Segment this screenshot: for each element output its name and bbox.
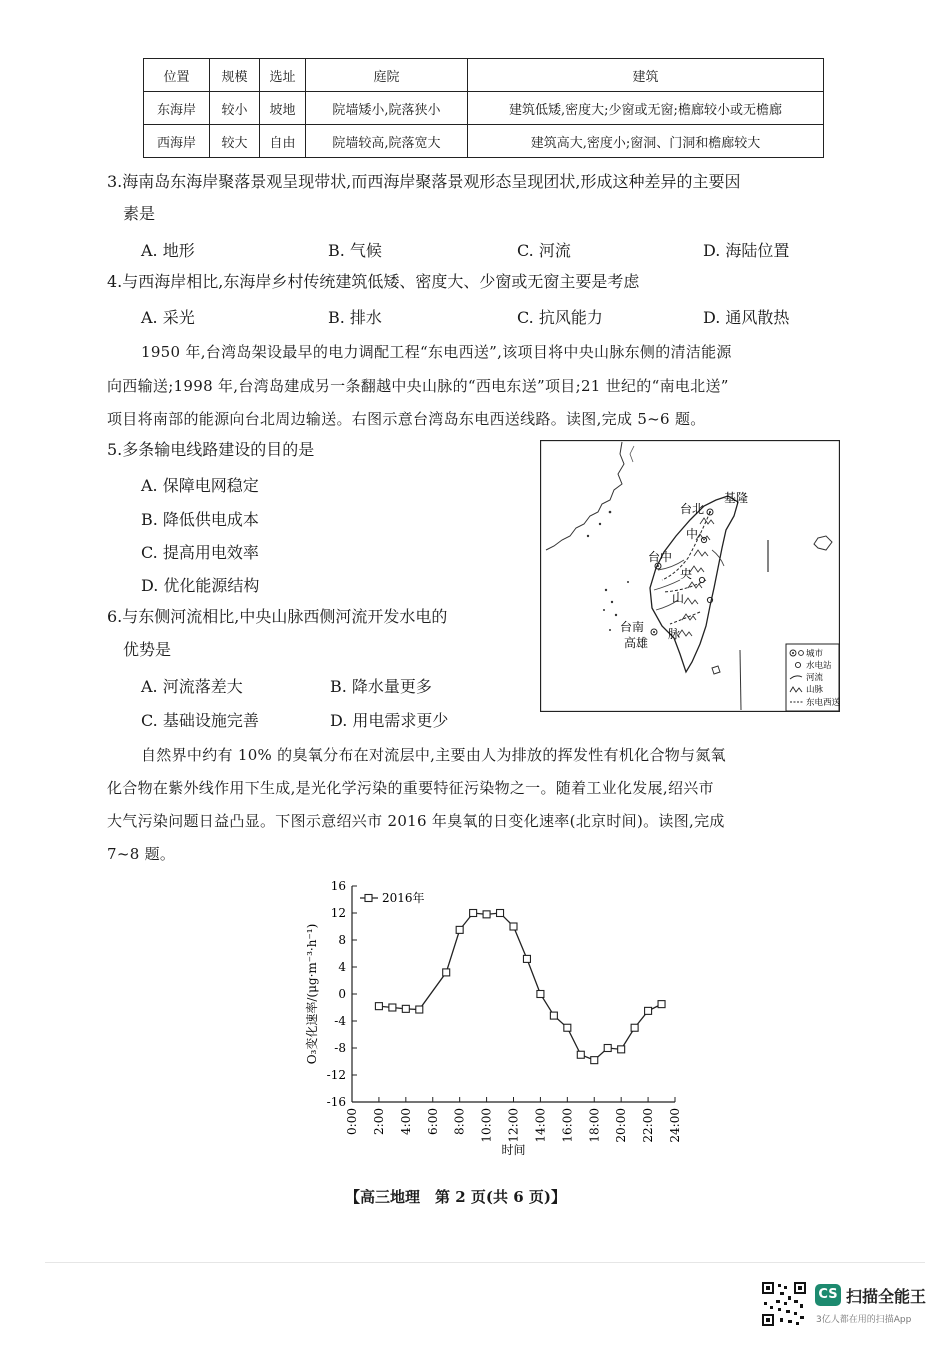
city-label-tainan: 台南 <box>620 620 645 634</box>
table-cell: 院墙矮小,院落狭小 <box>306 92 468 125</box>
passage-2-line-3: 大气污染问题日益凸显。下图示意绍兴市 2016 年臭氧的日变化速率(北京时间)。读图,完成 <box>107 812 725 830</box>
table-header-cell: 位置 <box>144 59 210 92</box>
chart-legend <box>360 890 425 905</box>
city-label-kaohsiung: 高雄 <box>624 636 649 650</box>
question-5-option-a: A. 保障电网稳定 <box>141 476 259 495</box>
x-tick-label: 10:00 <box>479 1108 494 1143</box>
question-6-option-b: B. 降水量更多 <box>330 677 432 696</box>
qr-code-icon <box>760 1280 808 1328</box>
question-5-stem: 5.多条输电线路建设的目的是 <box>107 440 315 459</box>
legend-power-line: 东电西送 <box>806 698 840 708</box>
y-tick-label: 4 <box>338 960 346 974</box>
data-point <box>591 1057 598 1064</box>
data-point <box>618 1046 625 1053</box>
data-point <box>483 911 490 918</box>
legend-mountain: 山脉 <box>806 685 824 695</box>
question-6-option-c: C. 基础设施完善 <box>141 711 259 730</box>
passage-2-line-4: 7~8 题。 <box>107 845 176 863</box>
data-point <box>631 1024 638 1031</box>
range-label-char: 脉 <box>668 627 681 641</box>
range-label-char: 央 <box>680 567 693 581</box>
question-3-option-c: C. 河流 <box>517 241 571 260</box>
map-legend <box>786 644 840 711</box>
data-point <box>645 1007 652 1014</box>
data-point <box>402 1005 409 1012</box>
city-label-taipei: 台北 <box>680 502 705 516</box>
range-label-char: 中 <box>686 527 699 541</box>
passage-2-line-1: 自然界中约有 10% 的臭氧分布在对流层中,主要由人为排放的挥发性有机化合物与氮氧 <box>141 746 726 764</box>
passage-1-line-1: 1950 年,台湾岛架设最早的电力调配工程“东电西送”,该项目将中央山脉东侧的清洁能源 <box>141 343 732 361</box>
data-point <box>577 1051 584 1058</box>
city-label-taichung: 台中 <box>648 550 673 564</box>
data-point <box>550 1012 557 1019</box>
table-cell: 较小 <box>210 92 260 125</box>
question-5-option-d: D. 优化能源结构 <box>141 576 260 595</box>
series-points-2016 <box>375 910 665 1064</box>
question-4-stem: 4.与西海岸相比,东海岸乡村传统建筑低矮、密度大、少窗或无窗主要是考虑 <box>107 272 640 291</box>
data-point <box>443 969 450 976</box>
y-tick-label: -4 <box>334 1014 346 1028</box>
question-4-option-a: A. 采光 <box>141 308 195 327</box>
question-6-stem-cont: 优势是 <box>123 640 172 659</box>
x-tick-label: 18:00 <box>587 1108 602 1143</box>
passage-1-line-2: 向西输送;1998 年,台湾岛建成另一条翻越中央山脉的“西电东送”项目;21 世纪的“南电北送” <box>107 377 729 395</box>
y-tick-label: 12 <box>330 906 346 920</box>
x-tick-label: 24:00 <box>668 1108 682 1143</box>
y-tick-label: 8 <box>338 933 346 947</box>
x-tick-label: 2:00 <box>371 1108 386 1135</box>
x-tick-label: 4:00 <box>398 1108 413 1135</box>
question-3-stem: 3.海南岛东海岸聚落景观呈现带状,而西海岸聚落景观形态呈现团状,形成这种差异的主要因 <box>107 172 741 191</box>
legend-hydropower: 水电站 <box>806 661 832 671</box>
table-cell: 西海岸 <box>144 125 210 158</box>
y-tick-label: -12 <box>326 1068 346 1082</box>
data-point <box>523 955 530 962</box>
legend-city: 城市 <box>806 649 824 659</box>
passage-1-line-3: 项目将南部的能源向台北周边输送。右图示意台湾岛东电西送线路。读图,完成 5~6 题。 <box>107 410 706 428</box>
chart-ticks <box>327 879 682 1143</box>
village-comparison-table <box>143 58 824 158</box>
page-footer: 【高三地理 第 2 页(共 6 页)】 <box>345 1188 566 1206</box>
legend-river: 河流 <box>806 673 824 683</box>
x-tick-label: 0:00 <box>345 1108 359 1135</box>
table-header-row <box>144 59 824 92</box>
question-3-option-d: D. 海陆位置 <box>703 241 790 260</box>
chart-axes <box>352 886 675 1102</box>
table-cell: 自由 <box>260 125 306 158</box>
question-3-option-b: B. 气候 <box>328 241 382 260</box>
range-label-char: 山 <box>672 591 685 605</box>
page-divider <box>45 1262 925 1263</box>
data-point <box>497 910 504 917</box>
question-4-option-d: D. 通风散热 <box>703 308 790 327</box>
x-tick-label: 8:00 <box>452 1108 467 1135</box>
passage-2-line-2: 化合物在紫外线作用下生成,是光化学污染的重要特征污染物之一。随着工业化发展,绍兴市 <box>107 779 714 797</box>
y-tick-label: 0 <box>338 987 346 1001</box>
series-line-2016 <box>379 913 662 1060</box>
y-tick-label: -8 <box>334 1041 346 1055</box>
table-header-cell: 庭院 <box>306 59 468 92</box>
table-cell: 较大 <box>210 125 260 158</box>
ozone-rate-chart <box>290 872 700 1167</box>
x-axis-label: 时间 <box>501 1143 526 1157</box>
data-point <box>416 1006 423 1013</box>
legend-marker <box>365 895 372 902</box>
x-tick-label: 14:00 <box>533 1108 548 1143</box>
table-cell: 坡地 <box>260 92 306 125</box>
x-tick-label: 22:00 <box>641 1108 656 1143</box>
table-row <box>144 125 824 158</box>
table-cell: 建筑低矮,密度大;少窗或无窗;檐廊较小或无檐廊 <box>468 92 824 125</box>
table-cell: 建筑高大,密度小;窗洞、门洞和檐廊较大 <box>468 125 824 158</box>
question-6-stem: 6.与东侧河流相比,中央山脉西侧河流开发水电的 <box>107 607 448 626</box>
y-tick-label: -16 <box>326 1095 346 1109</box>
data-point <box>658 1001 665 1008</box>
data-point <box>375 1003 382 1010</box>
question-5-option-c: C. 提高用电效率 <box>141 543 259 562</box>
legend-label: 2016年 <box>382 891 425 905</box>
data-point <box>470 910 477 917</box>
scanner-title: 扫描全能王 <box>846 1287 927 1306</box>
x-tick-label: 6:00 <box>425 1108 440 1135</box>
table-row <box>144 92 824 125</box>
scanner-subtitle: 3亿人都在用的扫描App <box>816 1315 912 1325</box>
question-4-option-c: C. 抗风能力 <box>517 308 603 327</box>
data-point <box>564 1024 571 1031</box>
table-cell: 院墙较高,院落宽大 <box>306 125 468 158</box>
question-5-option-b: B. 降低供电成本 <box>141 510 259 529</box>
city-label-keelung: 基隆 <box>724 491 749 505</box>
question-3-stem-cont: 素是 <box>123 204 156 223</box>
table-header-cell: 建筑 <box>468 59 824 92</box>
data-point <box>510 923 517 930</box>
data-point <box>456 926 463 933</box>
y-axis-label: O₃变化速率/(μg·m⁻³·h⁻¹) <box>305 923 319 1065</box>
table-cell: 东海岸 <box>144 92 210 125</box>
table-header-cell: 选址 <box>260 59 306 92</box>
question-3-option-a: A. 地形 <box>141 241 195 260</box>
x-tick-label: 12:00 <box>506 1108 521 1143</box>
scanner-logo: CS <box>815 1284 841 1306</box>
question-4-option-b: B. 排水 <box>328 308 382 327</box>
table-header-cell: 规模 <box>210 59 260 92</box>
x-tick-label: 16:00 <box>560 1108 575 1143</box>
y-tick-label: 16 <box>330 879 346 893</box>
taiwan-power-map <box>540 440 840 712</box>
data-point <box>537 991 544 998</box>
question-6-option-d: D. 用电需求更少 <box>330 711 449 730</box>
x-tick-label: 20:00 <box>614 1108 629 1143</box>
data-point <box>604 1045 611 1052</box>
question-6-option-a: A. 河流落差大 <box>141 677 243 696</box>
data-point <box>389 1004 396 1011</box>
